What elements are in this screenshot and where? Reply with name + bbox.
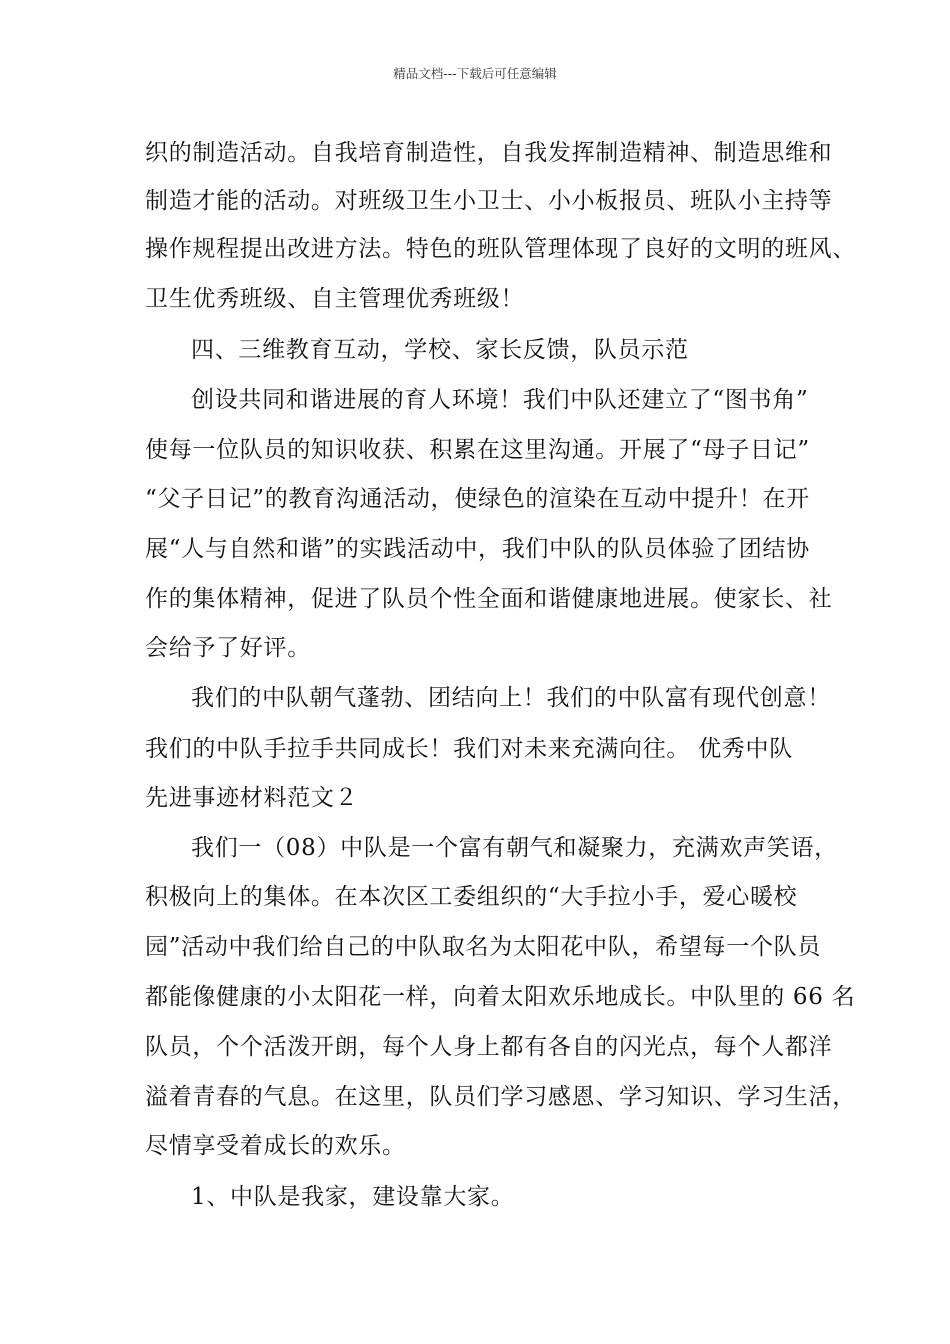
body-line: 织的制造活动。自我培育制造性，自我发挥制造精神、制造思维和	[145, 140, 833, 166]
body-line: 卫生优秀班级、自主管理优秀班级！	[145, 286, 525, 312]
body-line: 都能像健康的小太阳花一样，向着太阳欢乐地成长。中队里的 66 名	[145, 984, 856, 1010]
list-item-heading: 1、中队是我家，建设靠大家。	[191, 1184, 515, 1210]
body-line: 操作规程提出改进方法。特色的班队管理体现了良好的文明的班风、	[145, 236, 856, 262]
body-line: 我们的中队手拉手共同成长！我们对未来充满向往。 优秀中队	[145, 736, 793, 762]
section-heading: 四、三维教育互动，学校、家长反馈，队员示范	[191, 337, 689, 363]
body-line: 队员，个个活泼开朗，每个人身上都有各自的闪光点，每个人都洋	[145, 1034, 833, 1060]
body-line: “父子日记”的教育沟通活动，使绿色的渲染在互动中提升！在开	[145, 486, 810, 512]
body-line: 我们的中队朝气蓬勃、团结向上！我们的中队富有现代创意！	[191, 685, 831, 711]
body-line: 作的集体精神，促进了队员个性全面和谐健康地进展。使家长、社	[145, 586, 833, 612]
body-line: 积极向上的集体。在本次区工委组织的“大手拉小手，爱心暖校	[145, 884, 798, 910]
body-line: 使每一位队员的知识收获、积累在这里沟通。开展了“母子日记”	[145, 437, 810, 463]
body-line: 溢着青春的气息。在这里，队员们学习感恩、学习知识、学习生活，	[145, 1084, 856, 1110]
page-header: 精品文档---下载后可任意编辑	[393, 66, 557, 81]
body-line: 制造才能的活动。对班级卫生小卫士、小小板报员、班队小主持等	[145, 188, 833, 214]
body-line: 尽情享受着成长的欢乐。	[145, 1133, 406, 1159]
body-line: 创设共同和谐进展的育人环境！我们中队还建立了“图书角”	[191, 387, 809, 413]
body-line: 先进事迹材料范文２	[145, 785, 359, 811]
body-line: 展“人与自然和谐”的实践活动中，我们中队的队员体验了团结协	[145, 536, 810, 562]
body-line: 会给予了好评。	[145, 635, 311, 661]
body-line: 我们一（08）中队是一个富有朝气和凝聚力，充满欢声笑语，	[191, 835, 838, 861]
body-line: 园”活动中我们给自己的中队取名为太阳花中队，希望每一个队员	[145, 934, 822, 960]
